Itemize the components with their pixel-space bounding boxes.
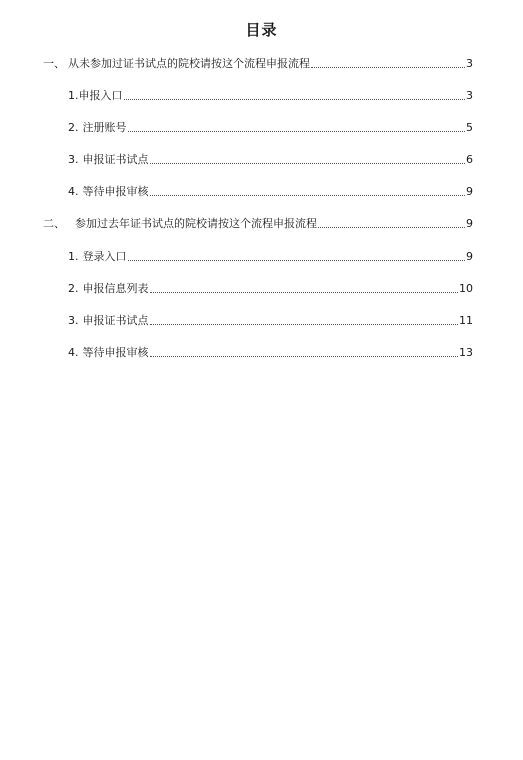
- toc-entry-2-2[interactable]: [68, 282, 473, 296]
- toc-entry-number: 1.: [68, 250, 79, 263]
- toc-entry-page: 10: [459, 282, 473, 295]
- toc-entry-number: 2.: [68, 282, 79, 295]
- toc-entry-text: 等待申报审核: [82, 346, 149, 359]
- toc-entry-text: 等待申报审核: [82, 185, 149, 198]
- toc-entry-2-3[interactable]: [68, 314, 473, 328]
- toc-entry-section-2[interactable]: [43, 217, 473, 231]
- toc-entry-text: 申报证书试点: [82, 153, 149, 166]
- toc-entry-number: 二、: [43, 217, 65, 230]
- dot-leader: [150, 356, 459, 357]
- dot-leader: [128, 260, 466, 261]
- toc-entry-page: 9: [466, 217, 473, 230]
- toc-entry-page: 13: [459, 346, 473, 359]
- toc-entry-page: 3: [466, 57, 473, 70]
- toc-entry-number: 1.: [68, 89, 79, 102]
- toc-entry-1-1[interactable]: [68, 89, 473, 103]
- toc-entry-text: 注册账号: [82, 121, 127, 134]
- toc-entry-number: 3.: [68, 314, 79, 327]
- toc-entry-number: 3.: [68, 153, 79, 166]
- toc-entry-1-4[interactable]: [68, 185, 473, 199]
- dot-leader: [311, 67, 465, 68]
- dot-leader: [150, 195, 466, 196]
- toc-entry-number: 一、: [43, 57, 65, 70]
- toc-entry-1-2[interactable]: [68, 121, 473, 135]
- dot-leader: [124, 99, 466, 100]
- dot-leader: [150, 292, 459, 293]
- toc-entry-page: 9: [466, 250, 473, 263]
- toc-entry-2-1[interactable]: [68, 250, 473, 264]
- dot-leader: [150, 163, 466, 164]
- toc-entry-text: 参加过去年证书试点的院校请按这个流程申报流程: [75, 217, 317, 230]
- toc-entry-text: 登录入口: [82, 250, 127, 263]
- toc-entry-section-1[interactable]: [43, 57, 473, 71]
- dot-leader: [128, 131, 466, 132]
- dot-leader: [150, 324, 459, 325]
- toc-entry-page: 5: [466, 121, 473, 134]
- toc-entry-1-3[interactable]: [68, 153, 473, 167]
- toc-entry-text: 从未参加过证书试点的院校请按这个流程申报流程: [68, 57, 310, 70]
- toc-entry-number: 4.: [68, 346, 79, 359]
- toc-entry-page: 6: [466, 153, 473, 166]
- toc-entry-page: 3: [466, 89, 473, 102]
- toc-entry-page: 11: [459, 314, 473, 327]
- toc-entry-text: 申报证书试点: [82, 314, 149, 327]
- dot-leader: [318, 227, 465, 228]
- toc-entry-page: 9: [466, 185, 473, 198]
- toc-entry-text: 申报信息列表: [82, 282, 149, 295]
- toc-entry-number: 4.: [68, 185, 79, 198]
- toc-entry-number: 2.: [68, 121, 79, 134]
- toc-entry-2-4[interactable]: [68, 346, 473, 360]
- toc-title: 目录: [245, 21, 278, 39]
- toc-entry-text: 申报入口: [78, 89, 123, 102]
